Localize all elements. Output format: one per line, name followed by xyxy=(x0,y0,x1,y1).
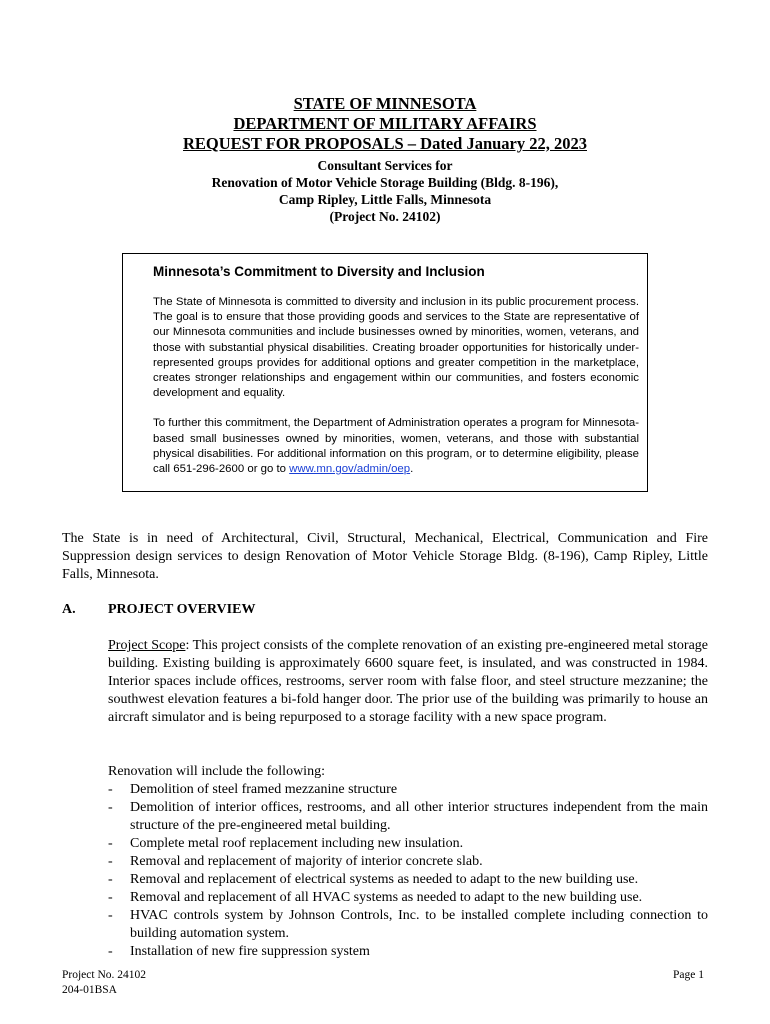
renovation-item: - Demolition of steel framed mezzanine structure xyxy=(108,782,398,797)
renovation-intro: Renovation will include the following: xyxy=(108,764,325,779)
renovation-item: - HVAC controls system by Johnson Controls, Inc. to be installed complete including connection to building automation system. xyxy=(108,908,708,941)
oep-link[interactable]: www.mn.gov/admin/oep xyxy=(289,463,411,476)
intro-paragraph: The State is in need of Architectural, Civil, Structural, Mechanical, Electrical, Communication and Fire Suppression design services to design Renovation of Motor Vehicle Storage Bldg. (8-196), Camp Ripley, Little Falls, Minnesota. xyxy=(62,531,708,582)
state-title: STATE OF MINNESOTA xyxy=(293,94,477,113)
diversity-box xyxy=(122,253,648,492)
project-scope-paragraph xyxy=(108,637,708,727)
renovation-item: - Removal and replacement of electrical systems as needed to adapt to the new building use. xyxy=(108,872,639,887)
diversity-paragraph-2-text: To further this commitment, the Department of Administration operates a program for Minnesota-based small businesses owned by minorities, women, veterans, and those with substantial physical disabilities. For additional information on this program, or to determine eligibility, please call 651-296-2600 or go to xyxy=(153,417,639,476)
department-title: DEPARTMENT OF MILITARY AFFAIRS xyxy=(233,114,537,133)
renovation-item: - Installation of new fire suppression system xyxy=(108,944,370,959)
project-scope-sep: : xyxy=(185,638,193,653)
renovation-item: - Removal and replacement of majority of interior concrete slab. xyxy=(108,854,483,869)
project-name-line: Renovation of Motor Vehicle Storage Building (Bldg. 8-196), xyxy=(211,175,559,190)
renovation-list xyxy=(108,781,708,961)
location-line: Camp Ripley, Little Falls, Minnesota xyxy=(278,192,492,207)
renovation-item: - Removal and replacement of all HVAC systems as needed to adapt to the new building use. xyxy=(108,890,643,905)
project-scope-text: This project consists of the complete renovation of an existing pre-engineered metal storage building. Existing building is approximately 6600 square feet, is insulated, and was constructed in 1984. Interior spaces include offices, restrooms, server room with false floor, and steel structure mezzanine; the southwest elevation features a bi-fold hanger door. The prior use of the building was primarily to house an aircraft simulator and is being repurposed to a storage facility with a new space program. xyxy=(108,638,709,725)
diversity-paragraph-2 xyxy=(153,416,639,477)
diversity-paragraph-2-end: . xyxy=(410,463,414,476)
services-line: Consultant Services for xyxy=(317,158,453,173)
diversity-box-title: Minnesota’s Commitment to Diversity and Inclusion xyxy=(153,264,485,279)
project-scope-label: Project Scope xyxy=(108,638,186,653)
section-a-letter: A. xyxy=(62,602,76,617)
footer-left xyxy=(62,968,146,998)
footer-page-number: Page 1 xyxy=(673,969,704,981)
renovation-item: - Complete metal roof replacement including new insulation. xyxy=(108,836,464,851)
section-a-title: PROJECT OVERVIEW xyxy=(108,602,256,617)
footer-doc-code: 204-01BSA xyxy=(62,984,117,996)
footer-project-number: Project No. 24102 xyxy=(62,969,147,981)
project-number-line: (Project No. 24102) xyxy=(329,209,441,224)
diversity-paragraph-1: The State of Minnesota is committed to diversity and inclusion in its public procurement process. The goal is to ensure that those providing goods and services to the State are representative of our Minnesota communities and include businesses owned by minorities, women, veterans, and those with substantial physical disabilities. Creating broader opportunities for historically under-represented groups provides for additional options and greater competition in the marketplace, creates stronger relationships and engagement within our communities, and fosters economic development and equality. xyxy=(153,296,639,400)
rfp-title: REQUEST FOR PROPOSALS – Dated January 22, 2023 xyxy=(183,134,587,153)
document-header xyxy=(0,94,770,225)
renovation-item: - Demolition of interior offices, restrooms, and all other interior structures independent from the main structure of the pre-engineered metal building. xyxy=(108,800,708,833)
